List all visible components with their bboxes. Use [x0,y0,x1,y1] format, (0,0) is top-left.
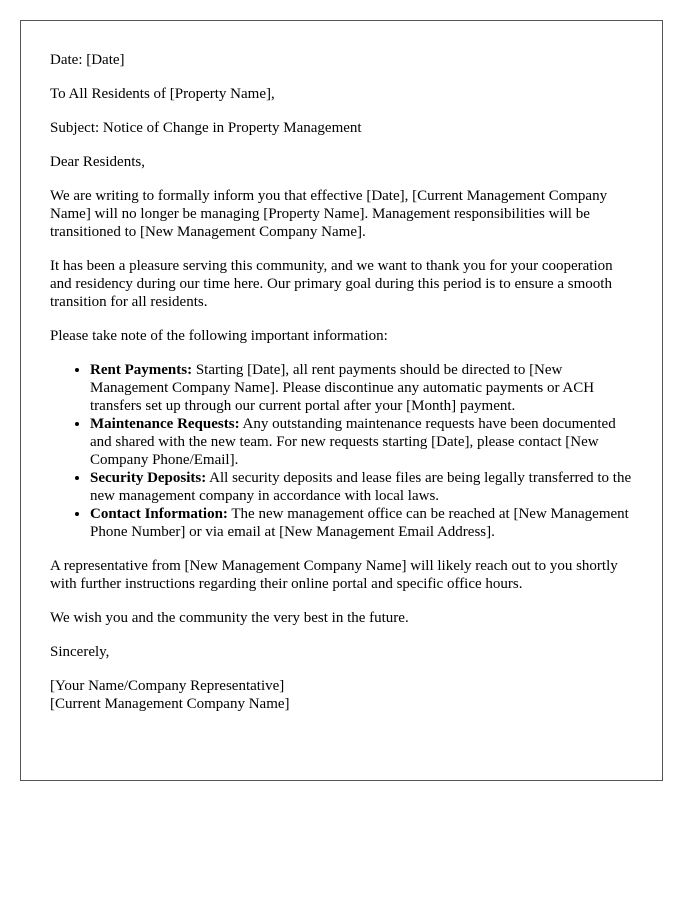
item-text: The new management office can be reached at [New Management Phone Number] or via email at [New Management Email Address]. [90,506,629,540]
item-label: Rent Payments: [90,362,193,378]
paragraph-wishes: We wish you and the community the very best in the future. [50,610,409,626]
salutation: Dear Residents, [50,154,145,170]
signature-block [50,677,633,713]
paragraph-notice: Please take note of the following important information: [50,328,388,344]
list-item [90,505,633,541]
item-text: Starting [Date], all rent payments should be directed to [New Management Company Name]. Please discontinue any automatic payments or ACH transfers set up through our current portal after your [Month] payment. [90,362,595,414]
letter [20,20,663,781]
list-item [90,415,633,469]
paragraph-intro: We are writing to formally inform you that effective [Date], [Current Management Company Name] will no longer be managing [Property Name]. Management responsibilities will be transitioned to [New Management Company Name]. [50,188,608,240]
item-label: Maintenance Requests: [90,416,240,432]
list-item [90,361,633,415]
subject: Subject: Notice of Change in Property Management [50,120,362,136]
item-text: All security deposits and lease files are being legally transferred to the new management company in accordance with local laws. [90,470,632,504]
recipient: To All Residents of [Property Name], [50,86,275,102]
list-item [90,469,633,505]
signature-name: [Your Name/Company Representative] [50,678,285,694]
date-line: Date: [Date] [50,52,125,68]
closing: Sincerely, [50,644,110,660]
signature-company: [Current Management Company Name] [50,696,290,712]
item-label: Contact Information: [90,506,228,522]
paragraph-thanks: It has been a pleasure serving this community, and we want to thank you for your cooperation and residency during our time here. Our primary goal during this period is to ensure a smooth transition for all residents. [50,258,613,310]
item-label: Security Deposits: [90,470,207,486]
paragraph-representative: A representative from [New Management Company Name] will likely reach out to you shortly with further instructions regarding their online portal and specific office hours. [50,558,618,592]
info-list [50,361,633,541]
item-text: Any outstanding maintenance requests have been documented and shared with the new team. For new requests starting [Date], please contact [New Company Phone/Email]. [90,416,616,468]
